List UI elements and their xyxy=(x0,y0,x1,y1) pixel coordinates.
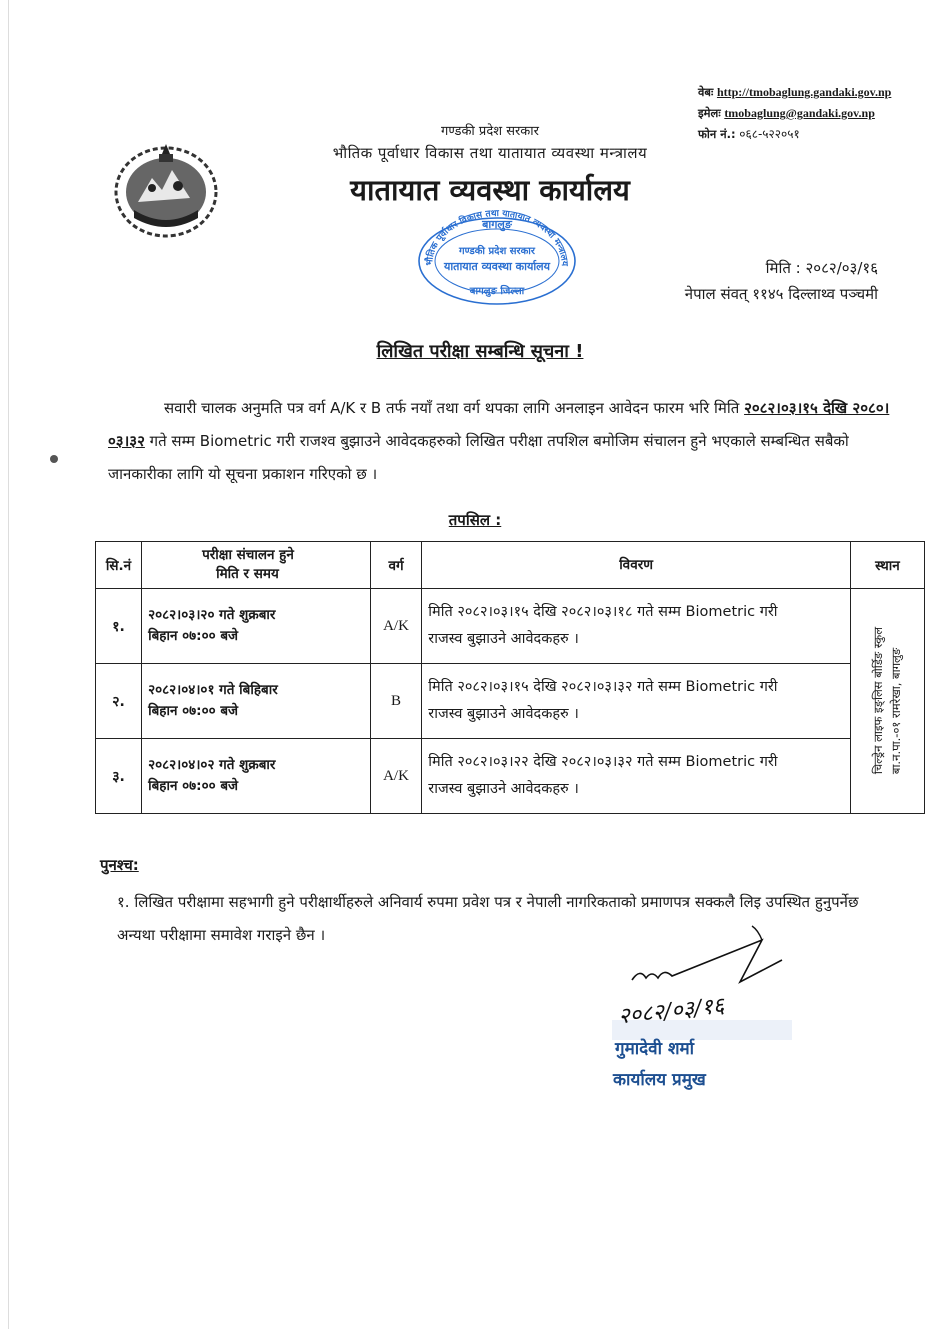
notice-body-part1: सवारी चालक अनुमति पत्र वर्ग A/K र B तर्फ नयाँ तथा वर्ग थपका लागि अनलाइन आवेदन फारम भरि मिति xyxy=(164,399,740,417)
postscript-heading: पुनश्च: xyxy=(100,856,139,874)
row-desc-line1: मिति २०८२।०३।२२ देखि २०८२।०३।३२ गते सम्म Biometric गरी xyxy=(428,754,778,770)
stamp-bottom-text: बागलुङ जिल्ला xyxy=(469,286,525,297)
row-desc-line1: मिति २०८२।०३।१५ देखि २०८२।०३।३२ गते सम्म Biometric गरी xyxy=(428,679,778,695)
row-desc xyxy=(422,589,851,664)
schedule-heading: तपसिल : xyxy=(448,511,502,529)
col-header-place: स्थान xyxy=(850,542,924,589)
row-class: A/K xyxy=(370,589,422,664)
web-row xyxy=(698,82,891,103)
row-time: बिहान ०७:०० बजे xyxy=(148,703,239,719)
punch-hole-mark xyxy=(50,455,58,463)
row-datetime xyxy=(142,664,371,739)
handwritten-date: २०८२/०३/१६ xyxy=(617,993,726,1030)
col-header-desc: विवरण xyxy=(422,542,851,589)
row-class: B xyxy=(370,664,422,739)
col-header-datetime-line1: परीक्षा संचालन हुने xyxy=(202,547,294,563)
row-desc-line2: राजस्व बुझाउने आवेदकहरु । xyxy=(428,781,579,797)
nepal-sambat-date: नेपाल संवत् ११४५ दिल्लाथ्व पञ्चमी xyxy=(684,285,878,303)
email-link[interactable]: tmobaglung@gandaki.gov.np xyxy=(724,106,875,120)
row-sn: ३. xyxy=(96,739,142,814)
stamp-top-text: बागलुङ xyxy=(482,218,512,231)
row-time: बिहान ०७:०० बजे xyxy=(148,778,239,794)
header-ministry: भौतिक पूर्वाधार विकास तथा यातायात व्यवस्था मन्त्रालय xyxy=(332,144,648,162)
table-row xyxy=(96,739,925,814)
place-line2: बा.न.पा.-०१ रामरेखा, बागलुङ xyxy=(889,648,904,775)
stamp-line1: गण्डकी प्रदेश सरकार xyxy=(459,246,535,257)
table-row xyxy=(96,589,925,664)
col-header-datetime xyxy=(142,542,371,589)
signatory-name: गुमादेवी शर्मा xyxy=(615,1039,695,1059)
table-header-row xyxy=(96,542,925,589)
postscript-text: १. लिखित परीक्षामा सहभागी हुने परीक्षार्थीहरुले अनिवार्य रुपमा प्रवेश पत्र र नेपाली नागरिकताको प्रमाणपत्र सक्कलै लिइ उपस्थित हुनुपर्नेछ अन्यथा परीक्षामा समावेश गराइने छैन । xyxy=(117,893,859,944)
row-place xyxy=(850,589,924,814)
web-label: वेबः xyxy=(698,85,714,99)
header-office: यातायात व्यवस्था कार्यालय xyxy=(350,173,630,207)
row-desc-line2: राजस्व बुझाउने आवेदकहरु । xyxy=(428,631,579,647)
row-datetime xyxy=(142,589,371,664)
row-time: बिहान ०७:०० बजे xyxy=(148,628,239,644)
col-header-class: वर्ग xyxy=(370,542,422,589)
place-line1: चिल्ड्रेन लाइफ इङ्लिस बोर्डिङ स्कुल xyxy=(871,627,886,775)
stamp-line2: यातायात व्यवस्था कार्यालय xyxy=(443,260,551,273)
col-header-sn: सि.नं xyxy=(96,542,142,589)
stamp-ring-text: भौतिक पूर्वाधार विकास तथा यातायात व्यवस्था मन्त्रालय xyxy=(424,208,570,267)
notice-date: मिति : २०८२/०३/१६ xyxy=(765,259,878,277)
notice-body xyxy=(108,392,908,491)
row-date: २०८२।०३।२० गते शुक्रबार xyxy=(148,607,276,623)
header-province: गण्डकी प्रदेश सरकार xyxy=(441,124,539,139)
place-text xyxy=(869,627,905,774)
row-sn: १. xyxy=(96,589,142,664)
notice-title: लिखित परीक्षा सम्बन्धि सूचना ! xyxy=(376,341,584,362)
notice-date-range: २०८२।०३।१५ देखि २०८०।०३।३२ xyxy=(108,399,890,450)
signatory-title: कार्यालय प्रमुख xyxy=(613,1070,706,1090)
web-link[interactable]: http://tmobaglung.gandaki.gov.np xyxy=(716,85,892,99)
row-date: २०८२।०४।०२ गते शुक्रबार xyxy=(148,757,276,773)
row-desc-line1: मिति २०८२।०३।१५ देखि २०८२।०३।१८ गते सम्म Biometric गरी xyxy=(428,604,778,620)
row-class: A/K xyxy=(370,739,422,814)
col-header-datetime-line2: मिति र समय xyxy=(216,566,279,582)
table-row xyxy=(96,664,925,739)
row-datetime xyxy=(142,739,371,814)
notice-body-part2: गते सम्म Biometric गरी राजश्व बुझाउने आवेदकहरुको लिखित परीक्षा तपशिल बमोजिम संचालन हुने भएकाले सम्बन्धित सबैको जानकारीका लागि यो सूचना प्रकाशन गरिएको छ । xyxy=(108,432,849,483)
row-desc-line2: राजस्व बुझाउने आवेदकहरु । xyxy=(428,706,579,722)
email-label: इमेलः xyxy=(698,106,721,120)
row-date: २०८२।०४।०१ गते बिहिबार xyxy=(148,682,278,698)
exam-schedule-table xyxy=(95,541,925,814)
row-desc xyxy=(422,664,851,739)
phone-value: ०६८-५२२०५१ xyxy=(739,127,800,141)
office-stamp-icon xyxy=(412,206,582,306)
row-desc xyxy=(422,739,851,814)
row-sn: २. xyxy=(96,664,142,739)
phone-label: फोन नं.: xyxy=(698,127,736,141)
